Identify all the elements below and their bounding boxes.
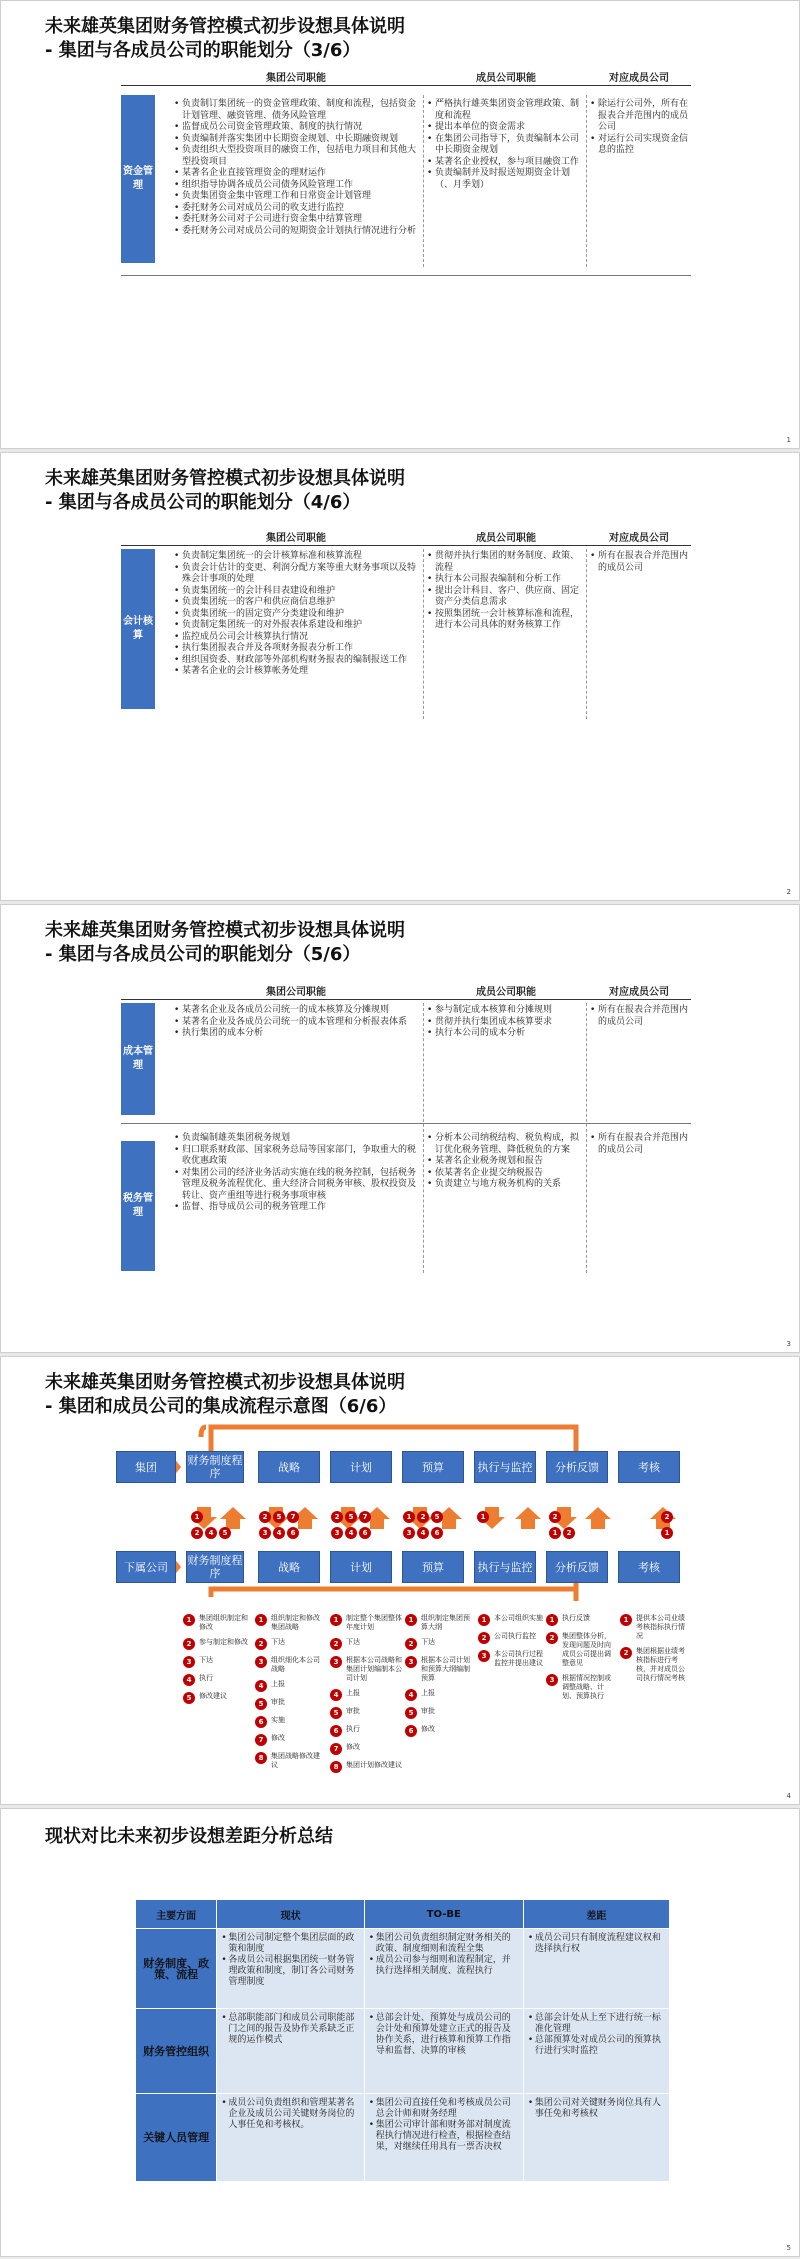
- duty-item: • 负责建立与地方税务机构的关系: [427, 1179, 583, 1191]
- flow-step-text: 下达: [421, 1638, 435, 1646]
- step-number-badge: 3: [259, 1527, 271, 1539]
- cell-bullet: • 集团公司审计部和财务部对制度流程执行情况进行检查，根据检查结果，对继续任用具有一票否决权: [369, 2120, 519, 2153]
- flow-step-text: 执行反馈: [562, 1614, 590, 1622]
- flow-step-text: 修改: [271, 1734, 285, 1742]
- duty-item: • 贯彻并执行集团成本核算要求: [427, 1017, 583, 1029]
- col-header-group: 集团公司职能: [266, 533, 326, 544]
- cell-bullet: • 总部会计处从上至下进行统一标准化管理: [528, 2013, 665, 2035]
- step-number-badge: 5: [255, 1698, 267, 1710]
- step-number-badge: 3: [546, 1674, 558, 1686]
- cell-bullet: • 集团公司直接任免和考核成员公司总会计师和财务经理: [369, 2098, 519, 2120]
- header-rule: [121, 999, 691, 1000]
- flow-step-item: [183, 1656, 253, 1668]
- duty-item: • 委托财务公司对成员公司的收支进行监控: [174, 203, 418, 215]
- step-number-badge: 3: [330, 1656, 342, 1668]
- flow-step-text: 修改: [421, 1725, 435, 1733]
- step-number-badge: 6: [359, 1527, 371, 1539]
- flow-step-text: 下达: [199, 1656, 213, 1664]
- cell-gap: [523, 2009, 669, 2094]
- step-number-badge: 4: [255, 1680, 267, 1692]
- col-divider: [423, 95, 424, 267]
- flow-step-text: 参与制定和修改: [199, 1638, 248, 1646]
- duty-item: • 负责集团统一的固定资产分类建设和维护: [174, 609, 418, 621]
- cell-bullet: • 各成员公司根据集团统一财务管理政策和制度，制订各公司财务管理制度: [221, 1955, 359, 1988]
- col-header-target: 对应成员公司: [609, 533, 669, 544]
- table-row: [136, 2009, 670, 2094]
- duty-item: • 负责集团统一的客户和供应商信息维护: [174, 597, 418, 609]
- flow-step-item: [330, 1638, 402, 1650]
- section-rule: [121, 1123, 691, 1124]
- flow-step-text: 本公司组织实施: [494, 1614, 543, 1622]
- page-number: 5: [786, 2244, 791, 2252]
- col-header-member: 成员公司职能: [476, 73, 536, 84]
- flow-step-item: [255, 1716, 325, 1728]
- step-number-badge: 4: [345, 1527, 357, 1539]
- flow-step-text: 上报: [421, 1689, 435, 1697]
- duty-item: • 负责制定集团统一的会计核算标准和核算流程: [174, 551, 418, 563]
- step-number-badge: 2: [620, 1647, 632, 1659]
- flow-step-text: 执行: [346, 1725, 360, 1733]
- flow-step-text: 公司执行监控: [494, 1632, 536, 1640]
- duty-item: • 执行集团报表合并及各项财务报表分析工作: [174, 643, 418, 655]
- flow-detail-col-7: [620, 1614, 690, 1689]
- step-number-badge: 1: [191, 1511, 203, 1523]
- slide-3: [0, 904, 800, 1353]
- group-step-3: 预算: [402, 1451, 464, 1483]
- target-list: [590, 1005, 690, 1028]
- duty-item: • 对集团公司的经济业务活动实施在线的税务控制，包括税务管理及税务流程优化、重大经济合同税务审核、股权投资及转让、资产重组等进行税务事项审核: [174, 1168, 418, 1203]
- row-label-group: 集团: [116, 1451, 176, 1483]
- cell-gap: [523, 2094, 669, 2182]
- step-number-badge: 2: [183, 1638, 195, 1650]
- step-number-badge: 4: [330, 1689, 342, 1701]
- category-block: 资金管理: [121, 95, 155, 263]
- flow-detail-col-6: [546, 1614, 616, 1707]
- flow-step-text: 根据本公司战略和集团计划编制本公司计划: [346, 1656, 402, 1682]
- step-number-badge: 1: [549, 1527, 561, 1539]
- member-duty-list: [427, 99, 583, 191]
- duty-item: • 某著名企业及各成员公司统一的成本管理和分析报表体系: [174, 1017, 418, 1029]
- flow-step-item: [546, 1614, 616, 1626]
- duty-item: • 某著名企业及各成员公司统一的成本核算及分摊规则: [174, 1005, 418, 1017]
- group-duty-list: [174, 1005, 418, 1040]
- step-number-badge: 3: [183, 1656, 195, 1668]
- step-number-badge: 2: [563, 1527, 575, 1539]
- table-header-cell: 主要方面: [136, 1900, 217, 1929]
- duty-item: • 所有在报表合并范围内的成员公司: [590, 1005, 690, 1028]
- duty-item: • 归口联系财政部、国家税务总局等国家部门，争取重大的税收优惠政策: [174, 1145, 418, 1168]
- flow-detail-col-2: [255, 1614, 325, 1776]
- category-block-tax: 税务管理: [121, 1141, 155, 1271]
- step-number-badge: 6: [431, 1527, 443, 1539]
- flow-step-text: 集团整体分析，发现问题及时向成员公司提出调整意见: [562, 1632, 611, 1667]
- step-number-badge: 2: [330, 1638, 342, 1650]
- col-header-member: 成员公司职能: [476, 533, 536, 544]
- step-number-badge: 3: [403, 1527, 415, 1539]
- step-number-badge: 1: [661, 1527, 673, 1539]
- duty-item: • 委托财务公司对子公司进行资金集中结算管理: [174, 214, 418, 226]
- sub-step-0: 财务制度程序: [186, 1551, 244, 1583]
- duty-item: • 执行集团的成本分析: [174, 1028, 418, 1040]
- duty-item: • 某著名企业授权，参与项目融资工作: [427, 157, 583, 169]
- cell-bullet: • 集团公司对关键财务岗位具有人事任免和考核权: [528, 2098, 665, 2120]
- group-step-4: 执行与监控: [474, 1451, 536, 1483]
- slide-title: 未来雄英集团财务管控模式初步设想具体说明 - 集团与各成员公司的职能划分（5/6）: [45, 920, 405, 965]
- flow-step-item: [255, 1638, 325, 1650]
- flow-step-item: [405, 1689, 475, 1701]
- flow-step-text: 本公司执行过程监控并提出建议: [494, 1650, 543, 1667]
- duty-item: • 依某著名企业提交纳税报告: [427, 1168, 583, 1180]
- duty-item: • 贯彻并执行集团的财务制度、政策、流程: [427, 551, 583, 574]
- flow-step-item: [330, 1656, 402, 1683]
- duty-item: • 负责编制并落实集团中长期资金规划、中长期融资规划: [174, 134, 418, 146]
- flow-step-item: [183, 1674, 253, 1686]
- step-number-badge: 5: [219, 1527, 231, 1539]
- step-number-badge: 1: [330, 1614, 342, 1626]
- flow-step-item: [620, 1647, 690, 1683]
- flow-detail-col-3: [330, 1614, 402, 1779]
- category-block-cost: 成本管理: [121, 1003, 155, 1115]
- flow-detail-col-5: [478, 1614, 544, 1674]
- flow-step-item: [330, 1707, 402, 1719]
- duty-item: • 负责会计估计的变更、利润分配方案等重大财务事项以及特殊会计事项的处理: [174, 563, 418, 586]
- cell-bullet: • 成员公司只有制度流程建议权和选择执行权: [528, 1933, 665, 1955]
- flow-step-item: [330, 1689, 402, 1701]
- flow-step-text: 审批: [346, 1707, 360, 1715]
- slide-title: 未来雄英集团财务管控模式初步设想具体说明 - 集团和成员公司的集成流程示意图（6/6）: [45, 1372, 405, 1417]
- header-rule: [121, 85, 691, 86]
- step-number-badge: 2: [417, 1511, 429, 1523]
- step-number-badge: 5: [405, 1707, 417, 1719]
- step-number-badge: 3: [255, 1656, 267, 1668]
- flow-step-item: [405, 1707, 475, 1719]
- flow-step-text: 上报: [346, 1689, 360, 1697]
- step-number-badge: 2: [331, 1511, 343, 1523]
- group-duty-list: [174, 99, 418, 237]
- slide-title: 现状对比未来初步设想差距分析总结: [45, 1826, 333, 1847]
- sub-step-6: 考核: [618, 1551, 680, 1583]
- flow-step-text: 组织制定和修改集团战略: [271, 1614, 320, 1631]
- step-number-badge: 2: [255, 1638, 267, 1650]
- col-header-group: 集团公司职能: [266, 73, 326, 84]
- flow-step-text: 下达: [271, 1638, 285, 1646]
- flow-step-text: 审批: [421, 1707, 435, 1715]
- flow-step-text: 上报: [271, 1680, 285, 1688]
- flow-step-text: 制定整个集团整体年度计划: [346, 1614, 402, 1631]
- step-number-badge: 1: [477, 1511, 489, 1523]
- step-number-badge: 1: [403, 1511, 415, 1523]
- target-list: [590, 551, 690, 574]
- member-duty-list: [427, 551, 583, 632]
- table-row: [136, 2094, 670, 2182]
- step-number-badge: 2: [549, 1511, 561, 1523]
- duty-item: • 所有在报表合并范围内的成员公司: [590, 551, 690, 574]
- flow-step-item: [546, 1632, 616, 1668]
- sub-step-1: 战略: [258, 1551, 320, 1583]
- target-list: [590, 99, 690, 157]
- slide-title: 未来雄英集团财务管控模式初步设想具体说明 - 集团与各成员公司的职能划分（4/6）: [45, 468, 405, 513]
- cell-bullet: • 成员公司参与细则和流程制定，并执行选择相关制度、流程执行: [369, 1955, 519, 1977]
- duty-item: • 负责编制并及时报送短期资金计划（、月季划）: [427, 168, 583, 191]
- duty-item: • 负责编制雄英集团税务规划: [174, 1133, 418, 1145]
- col-header-target: 对应成员公司: [609, 987, 669, 998]
- flow-step-item: [405, 1725, 475, 1737]
- col-divider: [423, 1003, 424, 1273]
- flow-step-item: [255, 1680, 325, 1692]
- flow-step-item: [255, 1752, 325, 1770]
- duty-item: • 执行本公司报表编制和分析工作: [427, 574, 583, 586]
- cell-current: [217, 2009, 364, 2094]
- step-number-badge: 3: [478, 1650, 490, 1662]
- cell-bullet: • 集团公司负责组织制定财务相关的政策、制度细则和流程全集: [369, 1933, 519, 1955]
- page-number: 1: [786, 436, 791, 444]
- flow-step-text: 根据本公司计划和预算大纲编制预算: [421, 1656, 470, 1682]
- flow-step-text: 根据情况控制或调整战略、计划、预算执行: [562, 1674, 611, 1700]
- step-number-badge: 5: [183, 1692, 195, 1704]
- step-number-badge: 8: [255, 1752, 267, 1764]
- flow-step-text: 实施: [271, 1716, 285, 1724]
- row-label-subsidiary: 下属公司: [116, 1551, 176, 1583]
- cell-current: [217, 1929, 364, 2009]
- flow-step-text: 执行: [199, 1674, 213, 1682]
- slide-1: [0, 0, 800, 449]
- step-number-badge: 4: [405, 1689, 417, 1701]
- flow-detail-col-1: [183, 1614, 253, 1710]
- flow-step-item: [330, 1761, 402, 1773]
- flow-step-text: 下达: [346, 1638, 360, 1646]
- target-list: [590, 1133, 690, 1156]
- step-number-badge: 2: [661, 1511, 673, 1523]
- table-header-cell: TO-BE: [364, 1900, 523, 1929]
- col-divider: [423, 549, 424, 719]
- duty-item: • 组织指导协调各成员公司债务风险管理工作: [174, 180, 418, 192]
- step-number-badge: 6: [330, 1725, 342, 1737]
- duty-item: • 除运行公司外，所有在报表合并范围内的成员公司: [590, 99, 690, 134]
- step-number-badge: 2: [191, 1527, 203, 1539]
- cell-bullet: • 总部会计处、预算处与成员公司的会计处和预算处建立正式的报告及协作关系，进行核算和预算工作指导和监督、决算的审核: [369, 2013, 519, 2057]
- step-number-badge: 1: [183, 1614, 195, 1626]
- cell-tobe: [364, 2094, 523, 2182]
- category-block: 会计核算: [121, 549, 155, 709]
- cell-current: [217, 2094, 364, 2182]
- duty-item: • 负责组织大型投资项目的融资工作，包括电力项目和其他大型投资项目: [174, 145, 418, 168]
- step-number-badge: 3: [331, 1527, 343, 1539]
- step-number-badge: 2: [259, 1511, 271, 1523]
- duty-item: • 严格执行雄英集团资金管理政策、制度和流程: [427, 99, 583, 122]
- duty-item: • 监控成员公司会计核算执行情况: [174, 632, 418, 644]
- slide-title: 未来雄英集团财务管控模式初步设想具体说明 - 集团与各成员公司的职能划分（3/6）: [45, 16, 405, 61]
- page-number: 4: [786, 1792, 791, 1800]
- duty-item: • 某著名企业的会计核算帐务处理: [174, 666, 418, 678]
- step-number-badge: 1: [620, 1614, 632, 1626]
- member-duty-list: [427, 1005, 583, 1040]
- row-key: 财务管控组织: [136, 2009, 217, 2094]
- step-number-badge: 7: [330, 1743, 342, 1755]
- flow-step-item: [183, 1638, 253, 1650]
- flow-step-item: [478, 1614, 544, 1626]
- page-number: 3: [786, 1340, 791, 1348]
- slide-2: [0, 452, 800, 901]
- cell-bullet: • 集团公司制定整个集团层面的政策和制度: [221, 1933, 359, 1955]
- duty-item: • 按照集团统一会计核算标准和流程，进行本公司具体的财务核算工作: [427, 609, 583, 632]
- sub-step-4: 执行与监控: [474, 1551, 536, 1583]
- col-header-group: 集团公司职能: [266, 987, 326, 998]
- cell-bullet: • 总部职能部门和成员公司职能部门之间的报告及协作关系缺乏正规的运作模式: [221, 2013, 359, 2046]
- step-number-badge: 2: [478, 1632, 490, 1644]
- step-number-badge: 5: [431, 1511, 443, 1523]
- duty-item: • 执行本公司的成本分析: [427, 1028, 583, 1040]
- sub-step-2: 计划: [330, 1551, 392, 1583]
- flow-step-item: [405, 1656, 475, 1683]
- step-number-badge: 1: [405, 1614, 417, 1626]
- duty-item: • 分析本公司纳税结构、税负构成，拟订优化税务管理、降低税负的方案: [427, 1133, 583, 1156]
- step-number-badge: 4: [183, 1674, 195, 1686]
- flow-step-item: [405, 1638, 475, 1650]
- step-number-badge: 5: [273, 1511, 285, 1523]
- cell-tobe: [364, 2009, 523, 2094]
- step-number-badge: 4: [205, 1527, 217, 1539]
- flow-step-item: [330, 1614, 402, 1632]
- flow-step-text: 审批: [271, 1698, 285, 1706]
- header-rule: [121, 545, 691, 546]
- col-header-target: 对应成员公司: [609, 73, 669, 84]
- step-number-badge: 1: [546, 1614, 558, 1626]
- flow-step-item: [478, 1632, 544, 1644]
- table-header-cell: 差距: [523, 1900, 669, 1929]
- duty-item: • 组织国资委、财政部等外部机构财务报表的编制报送工作: [174, 655, 418, 667]
- step-number-badge: 4: [417, 1527, 429, 1539]
- flow-step-item: [620, 1614, 690, 1641]
- step-number-badge: 5: [330, 1707, 342, 1719]
- duty-item: • 提出会计科目、客户、供应商、固定资产分类信息需求: [427, 586, 583, 609]
- col-divider: [586, 95, 587, 267]
- sub-step-3: 预算: [402, 1551, 464, 1583]
- flow-step-item: [183, 1614, 253, 1632]
- table-row: [136, 1929, 670, 2009]
- group-step-5: 分析反馈: [546, 1451, 608, 1483]
- flow-step-text: 集团战略修改建议: [271, 1752, 320, 1769]
- col-header-member: 成员公司职能: [476, 987, 536, 998]
- row-key: 关键人员管理: [136, 2094, 217, 2182]
- cell-gap: [523, 1929, 669, 2009]
- flow-step-text: 集团根据业绩考核指标进行考核，并对成员公司执行情况考核: [636, 1647, 685, 1682]
- step-number-badge: 2: [546, 1632, 558, 1644]
- flow-step-text: 集团计划修改建议: [346, 1761, 402, 1769]
- step-number-badge: 7: [255, 1734, 267, 1746]
- flow-detail-col-4: [405, 1614, 475, 1743]
- flow-step-item: [183, 1692, 253, 1704]
- step-number-badge: 1: [478, 1614, 490, 1626]
- flow-step-item: [405, 1614, 475, 1632]
- group-step-1: 战略: [258, 1451, 320, 1483]
- step-number-badge: 3: [405, 1656, 417, 1668]
- group-duty-list: [174, 1133, 418, 1214]
- duty-item: • 对运行公司实现资金信息的监控: [590, 134, 690, 157]
- step-number-badge: 2: [405, 1638, 417, 1650]
- flow-step-item: [255, 1734, 325, 1746]
- flow-step-text: 集团组织制定和修改: [199, 1614, 248, 1631]
- gap-analysis-table: [135, 1899, 670, 2182]
- flow-step-item: [478, 1650, 544, 1668]
- flow-step-item: [330, 1725, 402, 1737]
- duty-item: • 提出本单位的资金需求: [427, 122, 583, 134]
- col-divider: [586, 1003, 587, 1273]
- flow-step-item: [255, 1614, 325, 1632]
- step-number-badge: 6: [287, 1527, 299, 1539]
- flow-step-item: [546, 1674, 616, 1701]
- duty-item: • 负责制订集团统一的资金管理政策、制度和流程，包括资金计划管理、融资管理、债务风险管理: [174, 99, 418, 122]
- duty-item: • 参与制定成本核算和分摊规则: [427, 1005, 583, 1017]
- step-number-badge: 7: [359, 1511, 371, 1523]
- group-step-2: 计划: [330, 1451, 392, 1483]
- duty-item: • 委托财务公司对成员公司的短期资金计划执行情况进行分析: [174, 226, 418, 238]
- col-divider: [586, 549, 587, 719]
- duty-item: • 负责集团资金集中管理工作和日常资金计划管理: [174, 191, 418, 203]
- flow-step-text: 修改: [346, 1743, 360, 1751]
- page-number: 2: [786, 888, 791, 896]
- group-step-6: 考核: [618, 1451, 680, 1483]
- cell-tobe: [364, 1929, 523, 2009]
- flow-step-item: [255, 1698, 325, 1710]
- step-number-badge: 8: [330, 1761, 342, 1773]
- flow-step-item: [255, 1656, 325, 1674]
- flow-step-text: 提供本公司业绩考核指标执行情况: [636, 1614, 685, 1640]
- sub-step-5: 分析反馈: [546, 1551, 608, 1583]
- step-number-badge: 5: [345, 1511, 357, 1523]
- row-key: 财务制度、政策、流程: [136, 1929, 217, 2009]
- duty-item: • 监督、指导成员公司的税务管理工作: [174, 1202, 418, 1214]
- step-number-badge: 1: [255, 1614, 267, 1626]
- table-header-cell: 现状: [217, 1900, 364, 1929]
- group-step-0: 财务制度程序: [186, 1451, 244, 1483]
- group-duty-list: [174, 551, 418, 678]
- member-duty-list: [427, 1133, 583, 1191]
- step-number-badge: 4: [273, 1527, 285, 1539]
- step-number-badge: 6: [255, 1716, 267, 1728]
- duty-item: • 某著名企业直接管理资金的理财运作: [174, 168, 418, 180]
- cell-bullet: • 总部预算处对成员公司的预算执行进行实时监控: [528, 2035, 665, 2057]
- duty-item: • 监督成员公司资金管理政策、制度的执行情况: [174, 122, 418, 134]
- cell-bullet: • 成员公司负责组织和管理某著名企业及成员公司关键财务岗位的人事任免和考核权。: [221, 2098, 359, 2131]
- duty-item: • 所有在报表合并范围内的成员公司: [590, 1133, 690, 1156]
- step-number-badge: 7: [287, 1511, 299, 1523]
- duty-item: • 某著名企业税务规划和报告: [427, 1156, 583, 1168]
- footer-rule: [121, 275, 691, 276]
- flow-step-text: 组织细化本公司战略: [271, 1656, 320, 1673]
- flow-step-item: [330, 1743, 402, 1755]
- flow-step-text: 修改建议: [199, 1692, 227, 1700]
- flow-step-text: 组织制定集团预算大纲: [421, 1614, 470, 1631]
- duty-item: • 在集团公司指导下，负责编制本公司中长期资金规划: [427, 134, 583, 157]
- duty-item: • 负责制定集团统一的对外报表体系建设和维护: [174, 620, 418, 632]
- step-number-badge: 6: [405, 1725, 417, 1737]
- duty-item: • 负责集团统一的会计科目表建设和维护: [174, 586, 418, 598]
